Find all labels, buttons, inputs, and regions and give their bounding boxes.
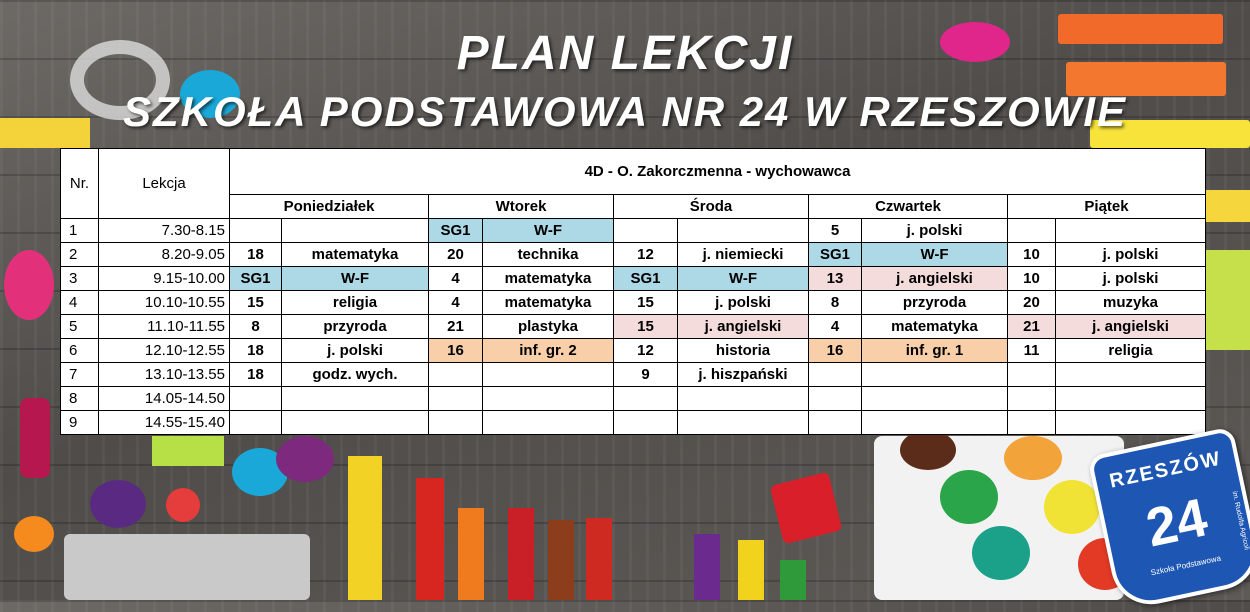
table-row [61, 243, 1206, 267]
class-header: 4D - O. Zakorczmenna - wychowawca [230, 149, 1206, 195]
subject-cell: religia [282, 291, 429, 315]
purple-pencil [694, 534, 720, 600]
brown-pencil [548, 520, 574, 600]
room-cell: 16 [429, 339, 483, 363]
subject-cell [678, 219, 809, 243]
day-header: Wtorek [429, 195, 614, 219]
room-cell [230, 411, 282, 435]
subject-cell: muzyka [1056, 291, 1206, 315]
room-cell [809, 411, 862, 435]
day-header: Piątek [1008, 195, 1206, 219]
lesson-time: 11.10-11.55 [99, 315, 230, 339]
subject-cell: j. polski [1056, 243, 1206, 267]
room-cell [614, 387, 678, 411]
subject-cell: W-F [282, 267, 429, 291]
room-cell: 21 [1008, 315, 1056, 339]
room-cell: 10 [1008, 267, 1056, 291]
green-paper [1200, 250, 1250, 350]
lekcja-header: Lekcja [99, 149, 230, 219]
subject-cell: W-F [483, 219, 614, 243]
lesson-number: 7 [61, 363, 99, 387]
subject-cell: przyroda [862, 291, 1008, 315]
subject-cell: j. angielski [678, 315, 809, 339]
room-cell: 15 [614, 315, 678, 339]
room-cell: 9 [614, 363, 678, 387]
red-pencil [416, 478, 444, 600]
yellow-pencil [348, 456, 382, 600]
red-pencil-3 [586, 518, 612, 600]
subject-cell [1056, 363, 1206, 387]
room-cell: 18 [230, 339, 282, 363]
subject-cell: j. polski [678, 291, 809, 315]
room-cell: SG1 [809, 243, 862, 267]
red-pencil-2 [508, 508, 534, 600]
paint-yellow [1044, 480, 1100, 534]
subject-cell: historia [678, 339, 809, 363]
subject-cell [282, 387, 429, 411]
room-cell [429, 363, 483, 387]
room-cell [809, 387, 862, 411]
room-cell: 13 [809, 267, 862, 291]
room-cell [429, 411, 483, 435]
paint-orange [1004, 436, 1062, 480]
lesson-time: 13.10-13.55 [99, 363, 230, 387]
red-bead [166, 488, 200, 522]
calculator [64, 534, 310, 600]
logo-side-text: im. Rudolfa Agricoli [1230, 490, 1250, 551]
sharpener [770, 472, 843, 545]
room-cell: 4 [809, 315, 862, 339]
day-header: Czwartek [809, 195, 1008, 219]
room-cell [230, 219, 282, 243]
subject-cell: j. angielski [862, 267, 1008, 291]
subject-cell [1056, 219, 1206, 243]
lesson-time: 14.55-15.40 [99, 411, 230, 435]
room-cell: 12 [614, 243, 678, 267]
subject-cell [483, 387, 614, 411]
subject-cell: j. angielski [1056, 315, 1206, 339]
room-cell: 8 [809, 291, 862, 315]
day-header: Środa [614, 195, 809, 219]
lesson-number: 5 [61, 315, 99, 339]
room-cell [614, 219, 678, 243]
room-cell [1008, 411, 1056, 435]
subject-cell: matematyka [282, 243, 429, 267]
table-row [61, 315, 1206, 339]
room-cell: SG1 [429, 219, 483, 243]
lesson-time: 9.15-10.00 [99, 267, 230, 291]
subject-cell [282, 411, 429, 435]
lesson-time: 12.10-12.55 [99, 339, 230, 363]
day-header: Poniedziałek [230, 195, 429, 219]
subject-cell: plastyka [483, 315, 614, 339]
room-cell: 18 [230, 243, 282, 267]
table-row [61, 339, 1206, 363]
magenta-pen [20, 398, 50, 478]
lesson-number: 6 [61, 339, 99, 363]
subject-cell: matematyka [483, 267, 614, 291]
room-cell: SG1 [230, 267, 282, 291]
room-cell [614, 411, 678, 435]
subject-cell [678, 411, 809, 435]
table-row [61, 363, 1206, 387]
subject-cell [483, 363, 614, 387]
logo-number: 24 [1141, 487, 1213, 559]
yellow-paper-right [1205, 190, 1250, 222]
room-cell [429, 387, 483, 411]
subject-cell [1056, 411, 1206, 435]
subject-cell: j. polski [282, 339, 429, 363]
subject-cell [282, 219, 429, 243]
room-cell: 18 [230, 363, 282, 387]
room-cell: 10 [1008, 243, 1056, 267]
orange-pencil [458, 508, 484, 600]
purple-bead [276, 436, 334, 482]
subject-cell [483, 411, 614, 435]
lesson-number: 1 [61, 219, 99, 243]
timetable [60, 148, 1206, 435]
room-cell: 21 [429, 315, 483, 339]
subject-cell: j. niemiecki [678, 243, 809, 267]
subject-cell: matematyka [862, 315, 1008, 339]
logo-city: RZESZÓW [1107, 447, 1224, 493]
lesson-number: 9 [61, 411, 99, 435]
subject-cell: j. polski [1056, 267, 1206, 291]
subject-cell [1056, 387, 1206, 411]
subject-cell: matematyka [483, 291, 614, 315]
table-row [61, 411, 1206, 435]
lesson-number: 4 [61, 291, 99, 315]
orange-bead [14, 516, 54, 552]
room-cell: 12 [614, 339, 678, 363]
subject-cell: godz. wych. [282, 363, 429, 387]
subject-cell: inf. gr. 1 [862, 339, 1008, 363]
table-row [61, 219, 1206, 243]
green-pencil [780, 560, 806, 600]
lesson-time: 10.10-10.55 [99, 291, 230, 315]
room-cell: 5 [809, 219, 862, 243]
logo-subtitle: Szkoła Podstawowa [1149, 553, 1222, 578]
subject-cell: j. hiszpański [678, 363, 809, 387]
lesson-number: 2 [61, 243, 99, 267]
room-cell [1008, 219, 1056, 243]
subject-cell [862, 411, 1008, 435]
table-row [61, 267, 1206, 291]
lesson-number: 3 [61, 267, 99, 291]
subject-cell: W-F [678, 267, 809, 291]
room-cell [230, 387, 282, 411]
room-cell [809, 363, 862, 387]
lesson-time: 8.20-9.05 [99, 243, 230, 267]
subject-cell: technika [483, 243, 614, 267]
nr-header: Nr. [61, 149, 99, 219]
subject-cell [862, 363, 1008, 387]
room-cell: SG1 [614, 267, 678, 291]
subject-cell: przyroda [282, 315, 429, 339]
table-row [61, 291, 1206, 315]
room-cell: 4 [429, 267, 483, 291]
room-cell: 20 [429, 243, 483, 267]
subject-cell [678, 387, 809, 411]
lesson-time: 14.05-14.50 [99, 387, 230, 411]
paint-brown [900, 430, 956, 470]
room-cell: 20 [1008, 291, 1056, 315]
room-cell [1008, 387, 1056, 411]
subject-cell [862, 387, 1008, 411]
subject-cell: inf. gr. 2 [483, 339, 614, 363]
subject-cell: W-F [862, 243, 1008, 267]
paint-green [940, 470, 998, 524]
room-cell: 16 [809, 339, 862, 363]
yellow-pencil-2 [738, 540, 764, 600]
room-cell: 15 [614, 291, 678, 315]
room-cell: 11 [1008, 339, 1056, 363]
room-cell [1008, 363, 1056, 387]
green-paper-left [152, 436, 224, 466]
lesson-time: 7.30-8.15 [99, 219, 230, 243]
subject-cell: j. polski [862, 219, 1008, 243]
pink-bead-left [4, 250, 54, 320]
table-row [61, 387, 1206, 411]
purple-bead-2 [90, 480, 146, 528]
school-name: SZKOŁA PODSTAWOWA NR 24 W RZESZOWIE [122, 88, 1128, 135]
paint-teal [972, 526, 1030, 580]
room-cell: 4 [429, 291, 483, 315]
subject-cell: religia [1056, 339, 1206, 363]
room-cell: 15 [230, 291, 282, 315]
room-cell: 8 [230, 315, 282, 339]
page-title: PLAN LEKCJI [456, 27, 794, 80]
lesson-number: 8 [61, 387, 99, 411]
